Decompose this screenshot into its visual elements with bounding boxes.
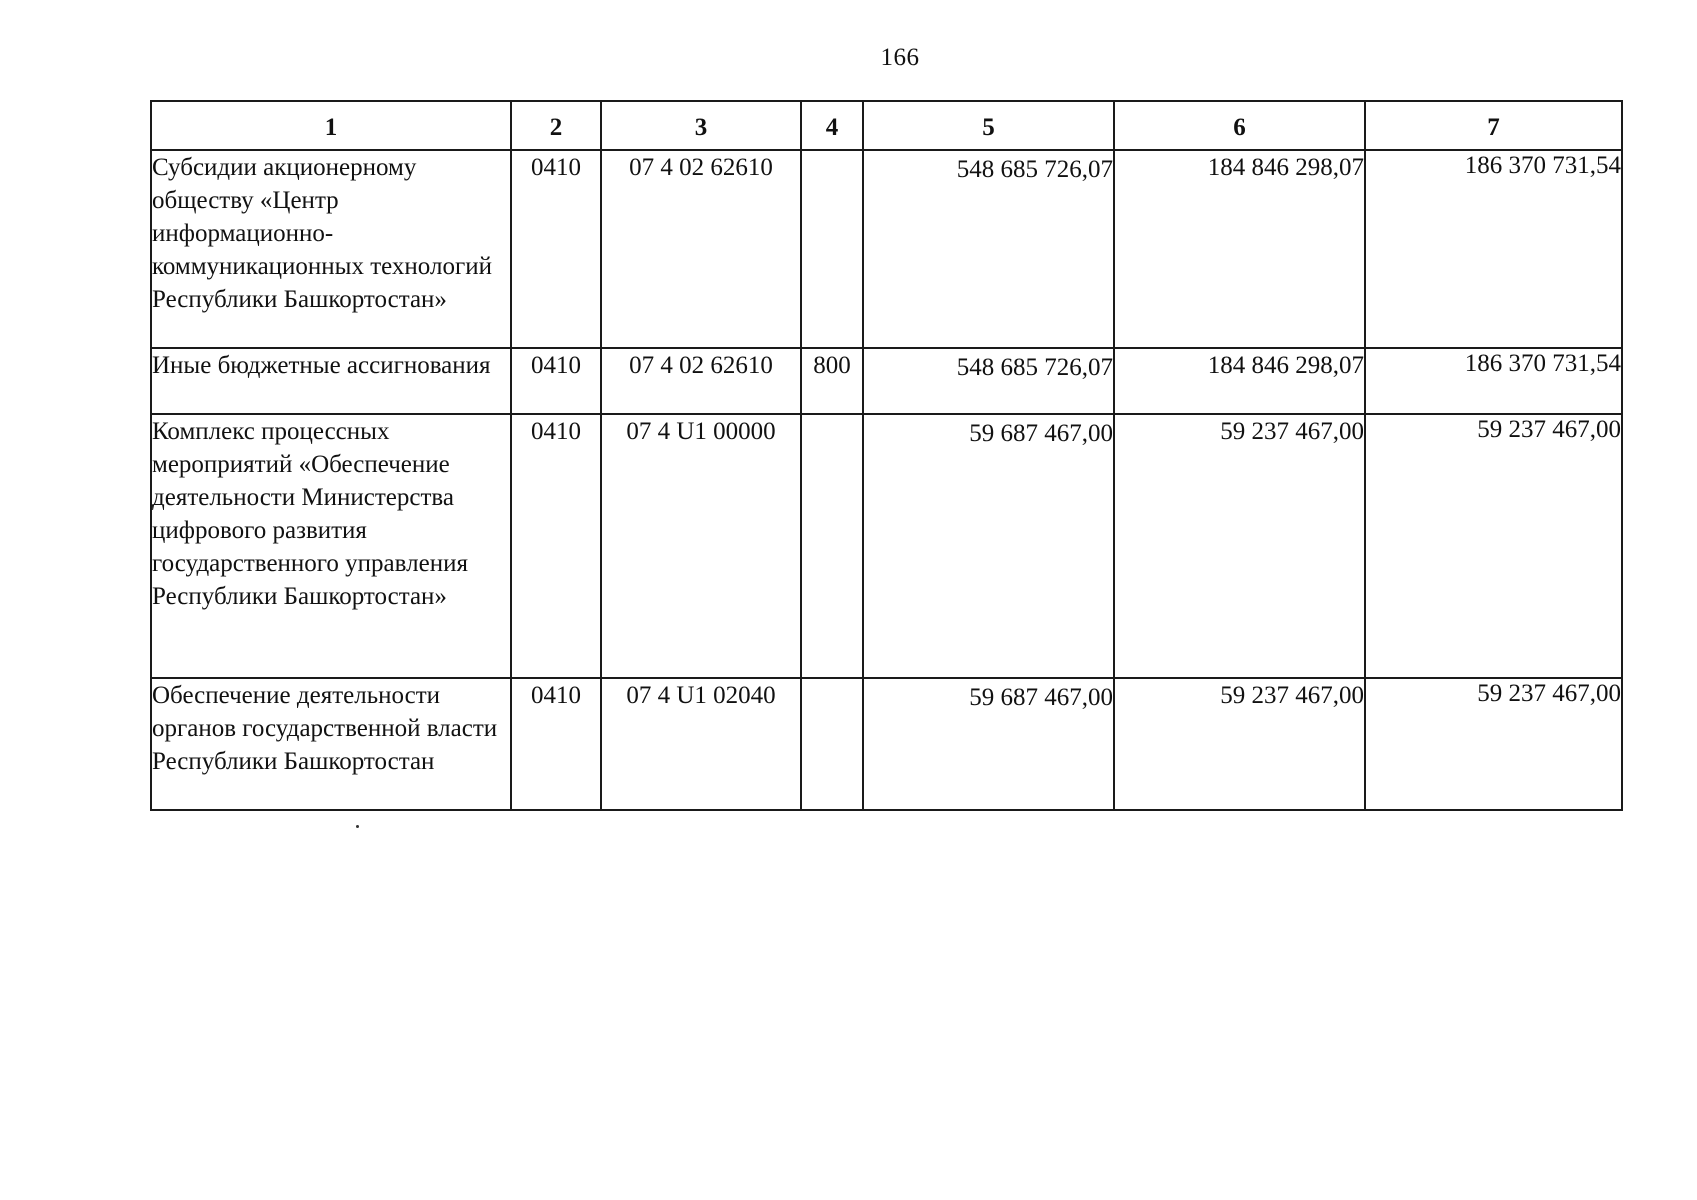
- row-amount-col5: [863, 348, 1114, 414]
- amount-value: 184 846 298,07: [1207, 154, 1364, 181]
- row-section-code: 0410: [511, 150, 601, 348]
- amount-value: 59 237 467,00: [1220, 682, 1364, 709]
- header-col-4: 4: [801, 101, 863, 150]
- page-number: 166: [880, 44, 920, 71]
- row-section-code: 0410: [511, 678, 601, 810]
- row-amount-col5: [863, 678, 1114, 810]
- header-col-5: 5: [863, 101, 1114, 150]
- row-section-code: 0410: [511, 414, 601, 678]
- row-target-code: 07 4 02 62610: [601, 150, 801, 348]
- row-type-code: [801, 678, 863, 810]
- amount-value: 59 687 467,00: [969, 684, 1113, 711]
- row-target-code: 07 4 02 62610: [601, 348, 801, 414]
- row-name: Субсидии акционерному обществу «Центр информационно-коммуникационных технологий Республики Башкортостан»: [151, 150, 511, 348]
- row-name: Иные бюджетные ассигнования: [151, 348, 511, 414]
- header-col-2: 2: [511, 101, 601, 150]
- header-row: [151, 101, 1622, 150]
- row-type-code: [801, 150, 863, 348]
- row-amount-col5: [863, 150, 1114, 348]
- row-amount-col7: [1365, 348, 1622, 414]
- table-row: [151, 678, 1622, 810]
- row-target-code: 07 4 U1 02040: [601, 678, 801, 810]
- row-name: Обеспечение деятельности органов государственной власти Республики Башкортостан: [151, 678, 511, 810]
- budget-table: [150, 100, 1623, 811]
- row-amount-col6: [1114, 150, 1365, 348]
- header-col-7: 7: [1365, 101, 1622, 150]
- amount-value: 59 237 467,00: [1477, 416, 1621, 443]
- amount-value: 186 370 731,54: [1464, 152, 1621, 179]
- row-section-code: 0410: [511, 348, 601, 414]
- amount-value: 186 370 731,54: [1464, 350, 1621, 377]
- table-row: [151, 348, 1622, 414]
- row-amount-col7: [1365, 678, 1622, 810]
- row-name: Комплекс процессных мероприятий «Обеспечение деятельности Министерства цифрового развития государственного управления Республики Башкортостан»: [151, 414, 511, 678]
- amount-value: 548 685 726,07: [956, 354, 1113, 381]
- table-row: [151, 414, 1622, 678]
- row-amount-col5: [863, 414, 1114, 678]
- row-amount-col7: [1365, 414, 1622, 678]
- row-type-code: [801, 414, 863, 678]
- amount-value: 184 846 298,07: [1207, 352, 1364, 379]
- row-amount-col6: [1114, 348, 1365, 414]
- header-col-1: 1: [151, 101, 511, 150]
- row-amount-col7: [1365, 150, 1622, 348]
- amount-value: 59 237 467,00: [1220, 418, 1364, 445]
- header-col-3: 3: [601, 101, 801, 150]
- row-type-code: 800: [801, 348, 863, 414]
- amount-value: 59 687 467,00: [969, 420, 1113, 447]
- row-amount-col6: [1114, 678, 1365, 810]
- amount-value: 548 685 726,07: [956, 156, 1113, 183]
- scan-speck: [356, 825, 359, 828]
- amount-value: 59 237 467,00: [1477, 680, 1621, 707]
- row-amount-col6: [1114, 414, 1365, 678]
- row-target-code: 07 4 U1 00000: [601, 414, 801, 678]
- header-col-6: 6: [1114, 101, 1365, 150]
- table-row: [151, 150, 1622, 348]
